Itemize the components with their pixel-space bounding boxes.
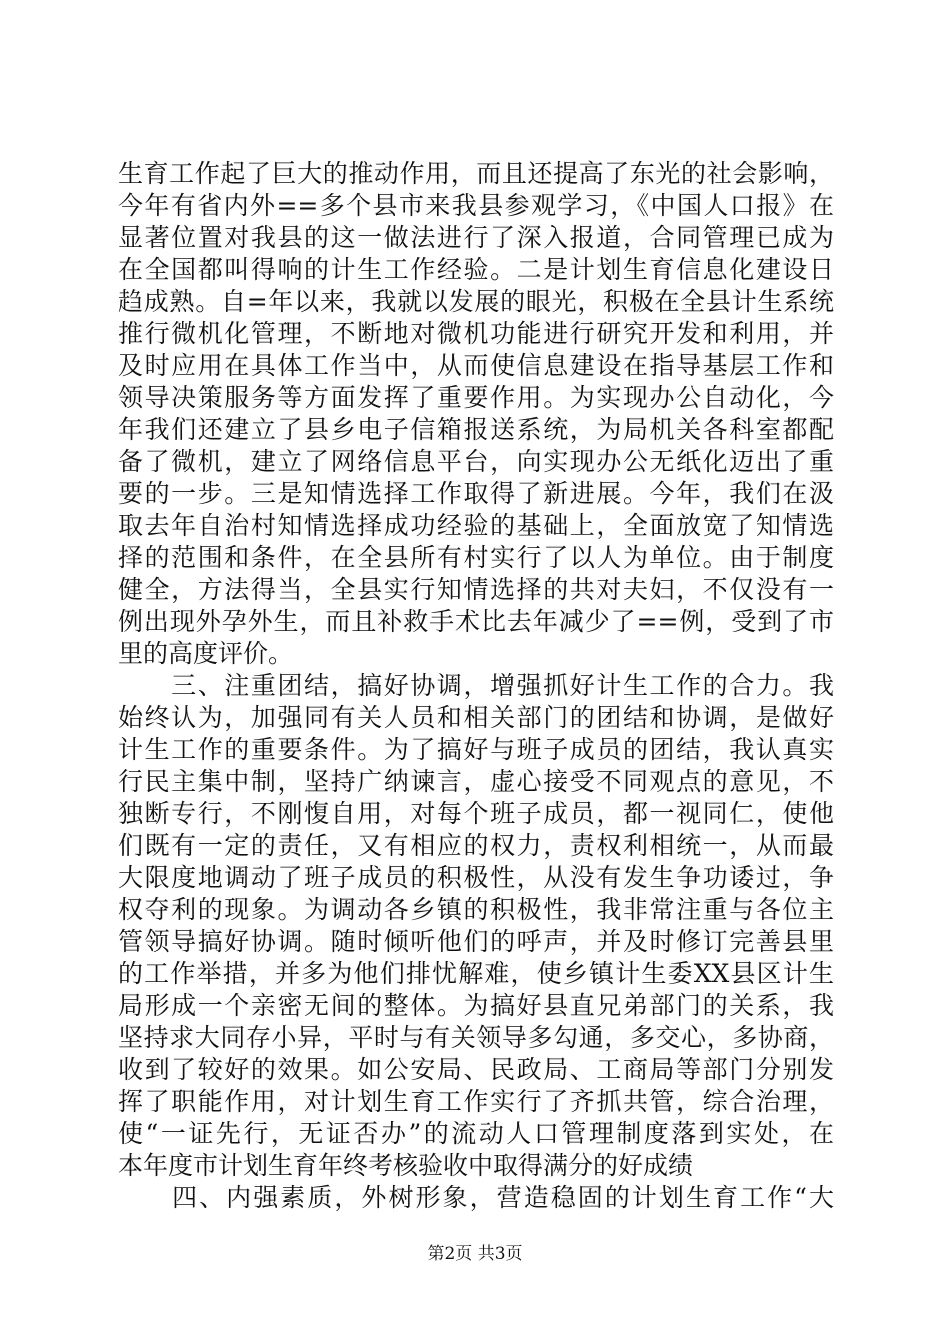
text-line: 独断专行，不刚愎自用，对每个班子成员，都一视同仁，使他 — [118, 799, 834, 828]
text-line: 显著位置对我县的这一做法进行了深入报道，合同管理已成为 — [118, 223, 834, 252]
text-line: 要的一步。三是知情选择工作取得了新进展。今年，我们在汲 — [118, 479, 834, 508]
text-line: 取去年自治村知情选择成功经验的基础上，全面放宽了知情选 — [118, 511, 834, 540]
text-line: 行民主集中制，坚持广纳谏言，虚心接受不同观点的意见，不 — [118, 767, 834, 796]
text-line: 及时应用在具体工作当中，从而使信息建设在指导基层工作和 — [118, 351, 834, 380]
text-line: 坚持求大同存小异，平时与有关领导多勾通，多交心，多协商， — [118, 1023, 834, 1052]
text-line: 计生工作的重要条件。为了搞好与班子成员的团结，我认真实 — [118, 735, 834, 764]
text-line: 四、内强素质，外树形象，营造稳固的计划生育工作“大 — [118, 1183, 834, 1212]
text-line: 使“一证先行，无证否办”的流动人口管理制度落到实处，在 — [118, 1119, 834, 1148]
text-line: 管领导搞好协调。随时倾听他们的呼声，并及时修订完善县里 — [118, 927, 834, 956]
text-line: 收到了较好的效果。如公安局、民政局、工商局等部门分别发 — [118, 1055, 834, 1084]
text-line: 挥了职能作用，对计划生育工作实行了齐抓共管，综合治理， — [118, 1087, 834, 1116]
text-line: 领导决策服务等方面发挥了重要作用。为实现办公自动化，今 — [118, 383, 834, 412]
text-line: 备了微机，建立了网络信息平台，向实现办公无纸化迈出了重 — [118, 447, 834, 476]
text-line: 推行微机化管理，不断地对微机功能进行研究开发和利用，并 — [118, 319, 834, 348]
text-line: 今年有省内外==多个县市来我县参观学习，《中国人口报》在 — [118, 191, 834, 220]
text-line: 们既有一定的责任，又有相应的权力，责权利相统一，从而最 — [118, 831, 834, 860]
text-line: 本年度市计划生育年终考核验收中取得满分的好成绩 — [118, 1151, 694, 1180]
text-line: 权夺利的现象。为调动各乡镇的积极性，我非常注重与各位主 — [118, 895, 834, 924]
text-line: 健全，方法得当，全县实行知情选择的共对夫妇，不仅没有一 — [118, 575, 834, 604]
text-line: 择的范围和条件，在全县所有村实行了以人为单位。由于制度 — [118, 543, 834, 572]
page-footer: 第2页 共3页 — [427, 1244, 523, 1264]
text-line: 生育工作起了巨大的推动作用，而且还提高了东光的社会影响， — [118, 159, 834, 188]
text-line: 在全国都叫得响的计生工作经验。二是计划生育信息化建设日 — [118, 255, 834, 284]
text-line: 始终认为，加强同有关人员和相关部门的团结和协调，是做好 — [118, 703, 834, 732]
text-line: 三、注重团结，搞好协调，增强抓好计生工作的合力。我 — [118, 671, 834, 700]
text-line: 年我们还建立了县乡电子信箱报送系统，为局机关各科室都配 — [118, 415, 834, 444]
text-line: 例出现外孕外生，而且补救手术比去年减少了==例，受到了市 — [118, 607, 834, 636]
text-line: 局形成一个亲密无间的整体。为搞好县直兄弟部门的关系，我 — [118, 991, 834, 1020]
text-line: 趋成熟。自=年以来，我就以发展的眼光，积极在全县计生系统 — [118, 287, 834, 316]
text-line: 大限度地调动了班子成员的积极性，从没有发生争功诿过，争 — [118, 863, 834, 892]
text-line: 里的高度评价。 — [118, 639, 294, 668]
body-text — [118, 158, 834, 1214]
text-line: 的工作举措，并多为他们排忧解难，使乡镇计生委XX县区计生 — [118, 959, 834, 988]
